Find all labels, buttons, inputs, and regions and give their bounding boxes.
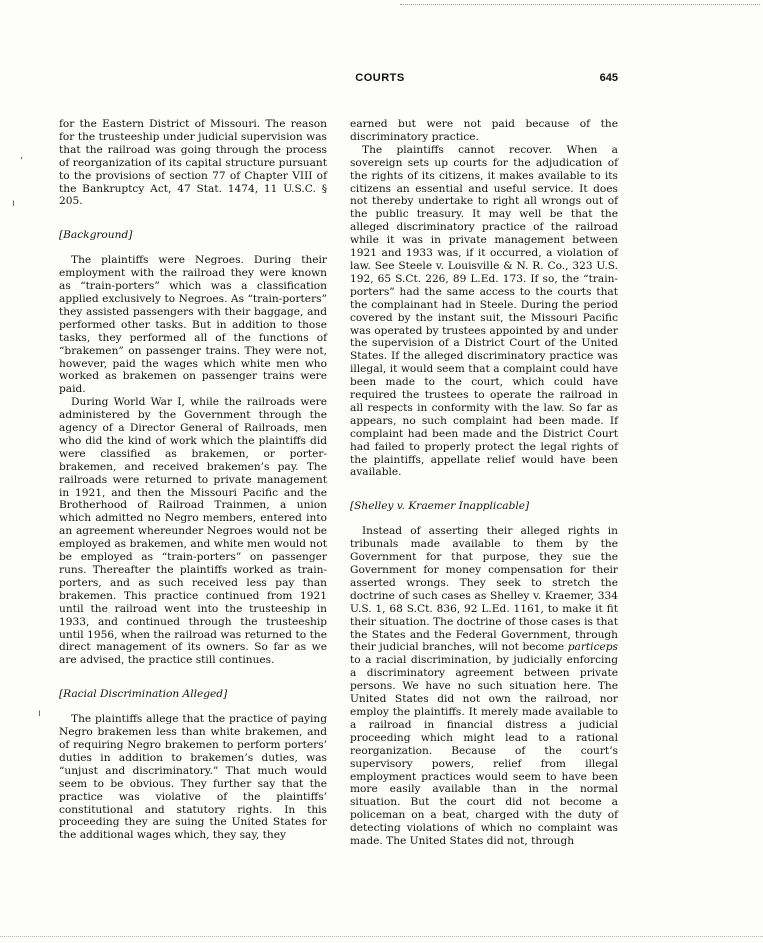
page-number: 645 bbox=[599, 72, 618, 84]
paragraph: The plaintiffs cannot recover. When a sovereign sets up courts for the adjudication of the rights of its citizens, it makes available to its citizens an essential and useful service. It does not thereby undertake to right all wrongs out of the public treasury. It may well be that the alleged discriminatory practice of the railroad while it was in private management between 1921 and 1933 was, if it occurred, a violation of law. See Steele v. Louisville & N. R. Co., 323 U.S. 192, 65 S.Ct. 226, 89 L.Ed. 173. If so, the “train-porters” had the same access to the courts that the complainant had in Steele. During the period covered by the instant suit, the Missouri Pacific was operated by trustees appointed by and under the supervision of a District Court of the United States. If the alleged discriminatory practice was illegal, it would seem that a complaint could have been made to the court, which could have required the trustees to operate the railroad in all respects in conformity with the law. So far as appears, no such complaint had been made. If complaint had been made and the District Court had failed to properly protect the legal rights of the plaintiffs, appellate relief would have been available. bbox=[350, 143, 618, 479]
right-column bbox=[350, 118, 618, 848]
text-run: Instead of asserting their alleged rights in tribunals made available to them by the Government for that purpose, they sue the Government for money compensation for their asserted wrongs. They seek to stretch the doctrine of such cases as Shelley v. Kraemer, 334 U.S. 1, 68 S.Ct. 836, 92 L.Ed. 1161, to make it fit their situation. The doctrine of those cases is that the States and the Federal Government, through their judicial branches, will not become bbox=[350, 525, 618, 654]
italic-term: particeps bbox=[567, 641, 618, 654]
paragraph: The plaintiffs allege that the practice of paying Negro brakemen less than white brakemen, and of requiring Negro brakemen to perform porters’ duties in addition to brakemen’s duties, was “unjust and discriminatory.” That much would seem to be obvious. They further say that the practice was violative of the plaintiffs’ constitutional and statutory rights. In this proceeding they are suing the United States for the additional wages which, they say, they bbox=[59, 713, 327, 842]
running-header-title: COURTS bbox=[355, 72, 405, 84]
section-heading-racial-discrimination: [Racial Discrimination Alleged] bbox=[59, 688, 228, 701]
margin-mark: ’ bbox=[20, 156, 24, 167]
bottom-scan-border bbox=[0, 936, 763, 938]
text-run: to a racial discrimination, by judicially enforcing a discriminatory agreement between private persons. We have no such situation here. The United States did not own the railroad, nor employ the plaintiffs. It merely made available to a railroad in financial distress a judicial proceeding which might lead to a rational reorganization. Because of the court’s supervisory powers, relief from illegal employment practices would seem to have been more easily available than in the normal situation. But the court did not become a policeman on a beat, charged with the duty of detecting violations of which no complaint was made. The United States did not, through bbox=[350, 654, 618, 848]
margin-mark: ı bbox=[38, 708, 41, 719]
paragraph: for the Eastern District of Missouri. The reason for the trusteeship under judicial supervision was that the railroad was going through the process of reorganization of its capital structure pursuant to the provisions of section 77 of Chapter VIII of the Bankruptcy Act, 47 Stat. 1474, 11 U.S.C. § 205. bbox=[59, 118, 327, 208]
left-column bbox=[59, 118, 327, 842]
top-scan-border bbox=[400, 4, 760, 6]
paragraph: The plaintiffs were Negroes. During their employment with the railroad they were known as “train-porters” which was a classification applied exclusively to Negroes. As “train-porters” they assisted passengers with their baggage, and performed other tasks. But in addition to those tasks, they performed all of the functions of “brakemen” on passenger trains. They were not, however, paid the wages which white men who worked as brakemen on passenger trains were paid. bbox=[59, 254, 327, 396]
paragraph: earned but were not paid because of the discriminatory practice. bbox=[350, 118, 618, 143]
margin-mark: ı bbox=[12, 198, 15, 209]
section-heading-shelley-kraemer: [Shelley v. Kraemer Inapplicable] bbox=[350, 500, 530, 513]
paragraph bbox=[350, 525, 618, 848]
paragraph: During World War I, while the railroads were administered by the Government through the agency of a Director General of Railroads, men who did the kind of work which the plaintiffs did were classified as brakemen, or porter-brakemen, and received brakemen’s pay. The railroads were returned to private management in 1921, and then the Missouri Pacific and the Brotherhood of Railroad Trainmen, a union which admitted no Negro members, entered into an agreement whereunder Negroes would not be employed as brakemen, and white men would not be employed as “train-porters” on passenger runs. Thereafter the plaintiffs worked as train-porters, and as such received less pay than brakemen. This practice continued from 1921 until the railroad went into the trusteeship in 1933, and continued through the trusteeship until 1956, when the railroad was returned to the direct management of its owners. So far as we are advised, the practice still continues. bbox=[59, 396, 327, 667]
section-heading-background: [Background] bbox=[59, 229, 133, 242]
